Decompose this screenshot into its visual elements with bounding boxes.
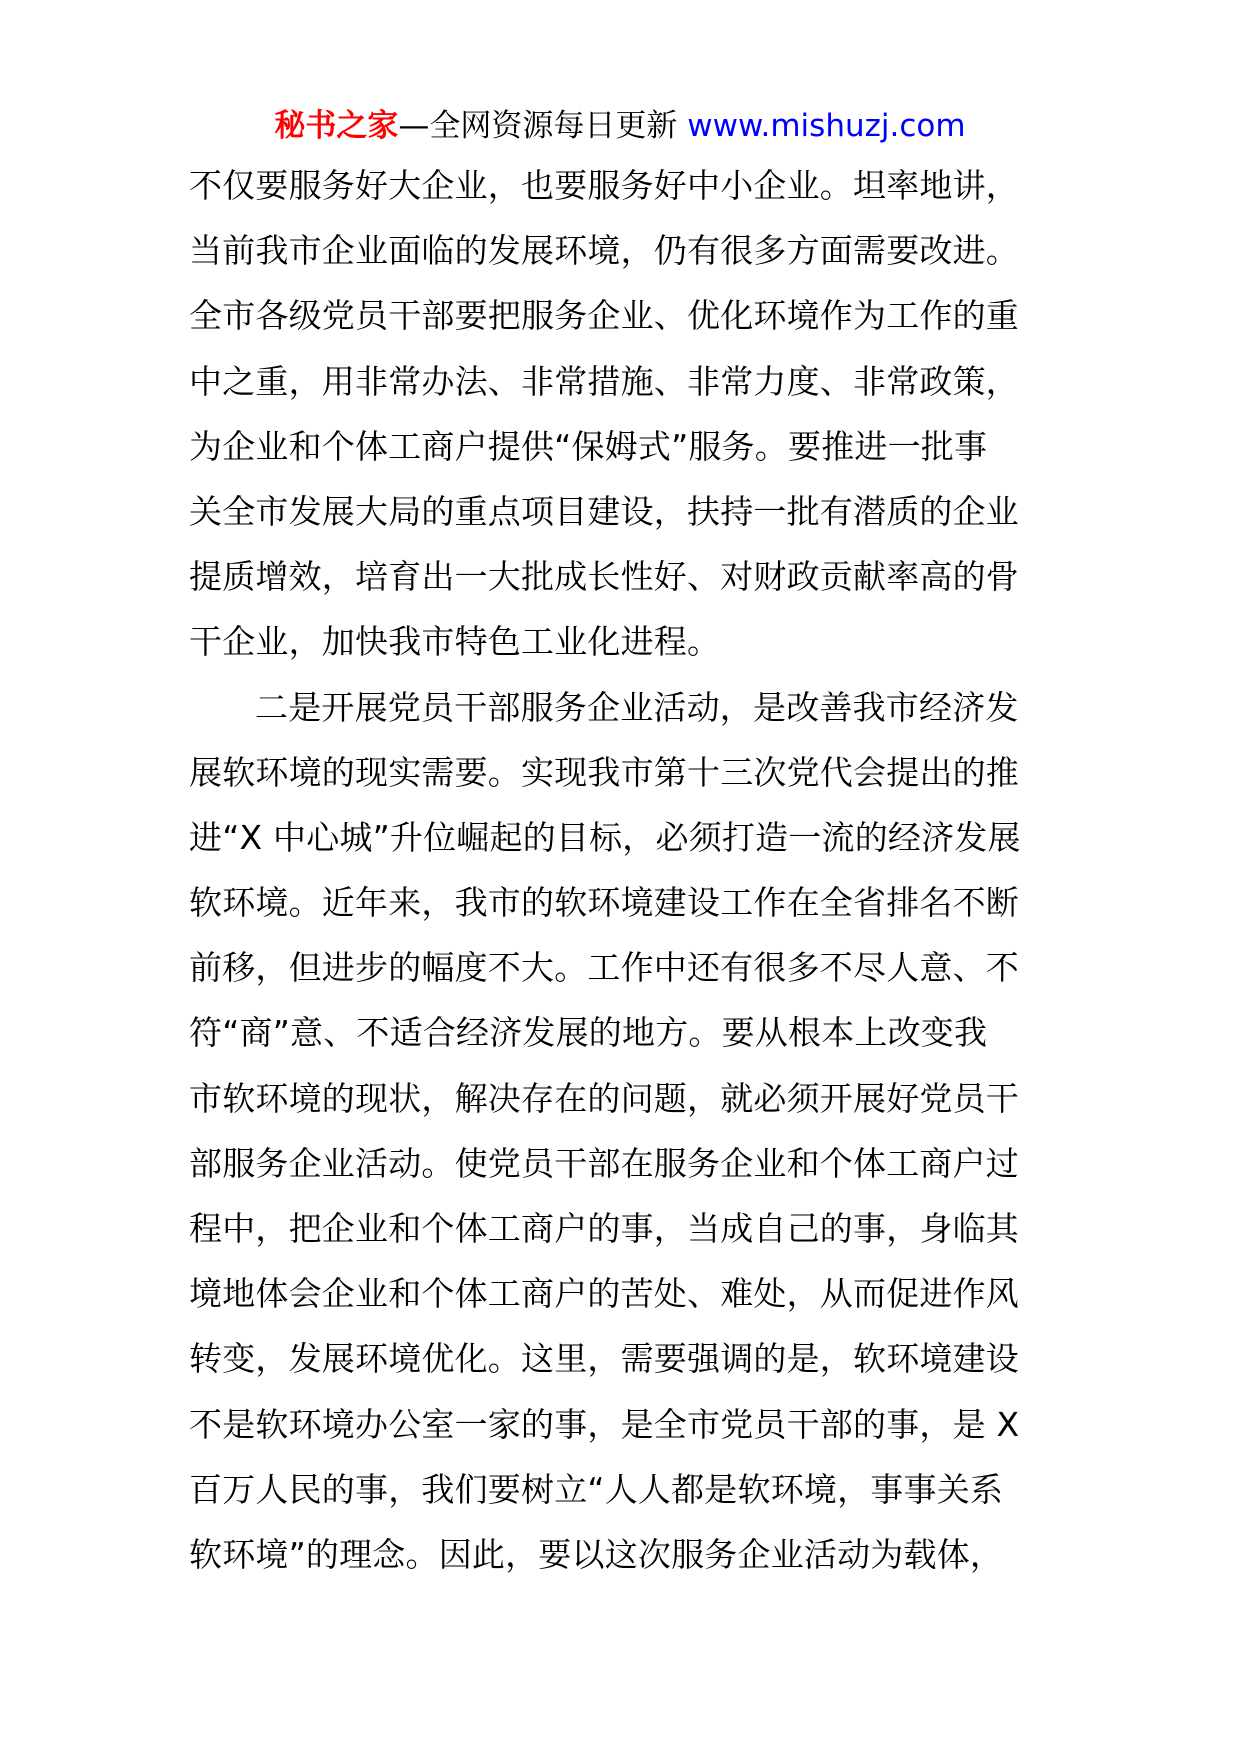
- text-line: 当前我市企业面临的发展环境，仍有很多方面需要改进。: [189, 231, 1019, 271]
- text-line: 部服务企业活动。使党员干部在服务企业和个体工商户过: [189, 1143, 1019, 1183]
- text-line: 全市各级党员干部要把服务企业、优化环境作为工作的重: [189, 296, 1019, 336]
- text-line: 软环境。近年来，我市的软环境建设工作在全省排名不断: [189, 883, 1019, 923]
- text-line: 市软环境的现状，解决存在的问题，就必须开展好党员干: [189, 1078, 1019, 1118]
- text-line: 百万人民的事，我们要树立“人人都是软环境，事事关系: [189, 1469, 1004, 1509]
- site-brand: 秘书之家: [274, 108, 399, 144]
- site-tagline: —全网资源每日更新: [398, 108, 688, 144]
- text-line: 中之重，用非常办法、非常措施、非常力度、非常政策，: [189, 361, 1019, 401]
- document-body: [189, 164, 1069, 1598]
- paragraph-2: [189, 686, 1069, 1599]
- page-header: [0, 104, 1240, 148]
- site-url-link[interactable]: www.mishuzj.com: [687, 108, 966, 144]
- text-line: 软环境”的理念。因此，要以这次服务企业活动为载体，: [189, 1534, 1004, 1574]
- text-line: 不仅要服务好大企业，也要服务好中小企业。坦率地讲，: [189, 166, 1019, 205]
- paragraph-1: [189, 164, 1069, 686]
- text-line: 关全市发展大局的重点项目建设，扶持一批有潜质的企业: [189, 491, 1019, 531]
- text-line: 干企业，加快我市特色工业化进程。: [189, 622, 721, 662]
- text-line: 前移，但进步的幅度不大。工作中还有很多不尽人意、不: [189, 948, 1019, 988]
- text-line: 进“X 中心城”升位崛起的目标，必须打造一流的经济发展: [189, 817, 1021, 857]
- text-line-indented: 二是开展党员干部服务企业活动，是改善我市经济发: [255, 687, 1019, 727]
- text-line: 转变，发展环境优化。这里，需要强调的是，软环境建设: [189, 1339, 1019, 1379]
- text-line: 展软环境的现实需要。实现我市第十三次党代会提出的推: [189, 752, 1019, 792]
- text-line: 程中，把企业和个体工商户的事，当成自己的事，身临其: [189, 1209, 1019, 1248]
- text-line: 境地体会企业和个体工商户的苦处、难处，从而促进作风: [189, 1274, 1019, 1314]
- text-line: 提质增效，培育出一大批成长性好、对财政贡献率高的骨: [189, 557, 1019, 597]
- text-line: 符“商”意、不适合经济发展的地方。要从根本上改变我: [189, 1013, 988, 1053]
- text-line: 不是软环境办公室一家的事，是全市党员干部的事，是 X: [189, 1404, 1020, 1444]
- text-line: 为企业和个体工商户提供“保姆式”服务。要推进一批事: [189, 426, 988, 466]
